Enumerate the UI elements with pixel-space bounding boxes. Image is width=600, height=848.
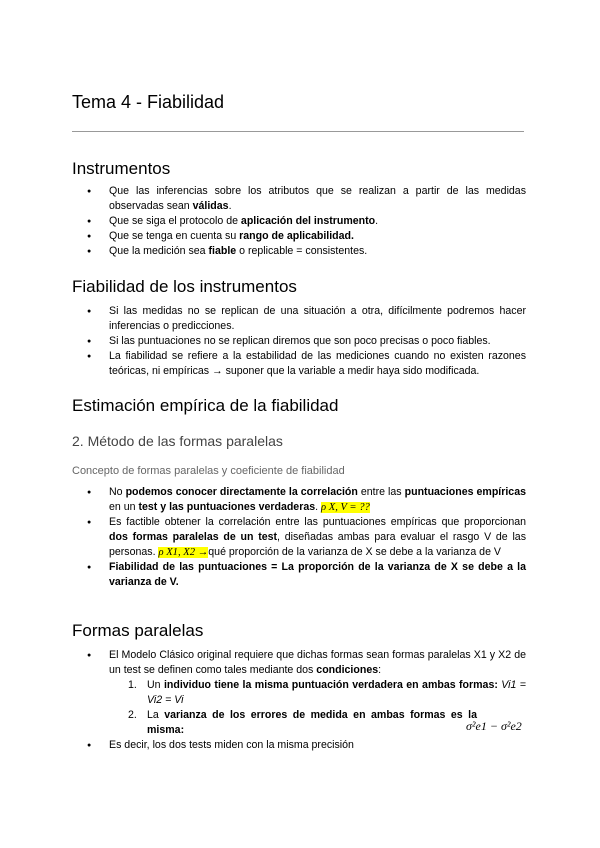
bold-text: rango de aplicabilidad.	[239, 230, 354, 242]
text: Es decir, los dos tests miden con la misma precisión	[109, 739, 354, 751]
text: qué proporción de la varianza de X se debe a la varianza de V	[208, 546, 501, 558]
bold-text: condiciones	[316, 664, 379, 676]
subheading-metodo: 2. Método de las formas paralelas	[72, 433, 283, 449]
subsubheading-concepto: Concepto de formas paralelas y coeficiente de fiabilidad	[72, 465, 345, 477]
condition-item	[128, 678, 526, 708]
list-item	[72, 349, 526, 379]
list-item	[72, 515, 526, 560]
heading-instrumentos: Instrumentos	[72, 159, 171, 178]
list-item	[72, 334, 526, 349]
highlighted-formula: ρ X, V = ??	[321, 502, 370, 513]
conditions	[72, 678, 526, 738]
text: .	[315, 501, 321, 513]
text: No	[109, 486, 126, 498]
list-fiabilidad	[72, 304, 526, 379]
bold-text: fiable	[208, 245, 237, 257]
text: Vi1 = Vi2 = Vi	[147, 679, 526, 706]
list-concepto	[72, 485, 526, 590]
heading-fiabilidad-instrumentos: Fiabilidad de los instrumentos	[72, 277, 297, 296]
text: Que las inferencias sobre los atributos que se realizan a partir de las medidas observadas sean	[109, 185, 526, 212]
list-instrumentos	[72, 184, 526, 259]
text: La	[147, 709, 165, 721]
text: Que se tenga en cuenta su	[109, 230, 240, 242]
list-item	[72, 648, 526, 678]
bold-text: la misma:	[147, 709, 477, 736]
bold-text: varianza de los errores de medida en ambas formas es	[164, 709, 463, 721]
text: Que se siga el protocolo de	[109, 215, 241, 227]
text: en un	[109, 501, 139, 513]
divider	[72, 131, 524, 132]
bold-text: Fiabilidad de las puntuaciones = La proporción de la varianza de X se debe a la varianza de V.	[109, 561, 526, 588]
list-item	[72, 738, 526, 753]
list-formas	[72, 648, 526, 753]
text: Si las puntuaciones no se replican diremos que son poco precisas o poco fiables.	[109, 335, 491, 347]
bold-text: podemos conocer directamente la correlación	[125, 486, 358, 498]
list-item	[72, 304, 526, 334]
condition-item	[128, 708, 477, 738]
condition-text	[147, 679, 526, 706]
bold-text: dos formas paralelas de un test	[109, 531, 278, 543]
text: Es factible obtener la correlación entre las puntuaciones empíricas que proporcionan	[109, 516, 526, 528]
list-item	[72, 560, 526, 590]
condition-text	[147, 709, 477, 736]
text: :	[378, 664, 382, 676]
page-title: Tema 4 - Fiabilidad	[72, 92, 225, 112]
list-item	[72, 485, 526, 515]
text: El Modelo Clásico original requiere que dichas formas sean formas paralelas X1 y X2 de un test se definen como tales mediante dos	[109, 649, 526, 676]
text: La fiabilidad se refiere a la estabilidad de las mediciones cuando no existen razones teóricas, ni empíricas → suponer que la variable a medir haya sido modificada.	[109, 350, 526, 377]
list-item	[72, 214, 526, 229]
bold-text: aplicación del instrumento	[240, 215, 376, 227]
bold-text: test y las puntuaciones verdaderas	[138, 501, 316, 513]
heading-estimacion: Estimación empírica de la fiabilidad	[72, 396, 339, 415]
bold-text: válidas	[192, 200, 229, 212]
text: .	[375, 215, 379, 227]
list-item	[72, 244, 526, 259]
variance-formula: σ²e1 − σ²e2	[466, 719, 522, 733]
text: entre las	[357, 486, 405, 498]
bold-text: puntuaciones empíricas	[404, 486, 526, 498]
text: Un	[147, 679, 164, 691]
bold-text: individuo tiene la misma puntuación verdadera en ambas formas:	[163, 679, 498, 691]
heading-formas-paralelas: Formas paralelas	[72, 621, 204, 640]
list-item	[72, 184, 526, 214]
condition-number: 2.	[128, 709, 137, 721]
condition-number: 1.	[128, 679, 137, 691]
text: Que la medición sea	[109, 245, 209, 257]
highlighted-formula: ρ X1, X2 →	[158, 547, 209, 558]
text: , diseñadas ambas para evaluar el rasgo V de las personas.	[109, 531, 526, 558]
text: Si las medidas no se replican de una situación a otra, difícilmente podremos hacer inferencias o predicciones.	[109, 305, 526, 332]
text: o replicable = consistentes.	[236, 245, 368, 257]
text: .	[228, 200, 232, 212]
list-item	[72, 229, 526, 244]
